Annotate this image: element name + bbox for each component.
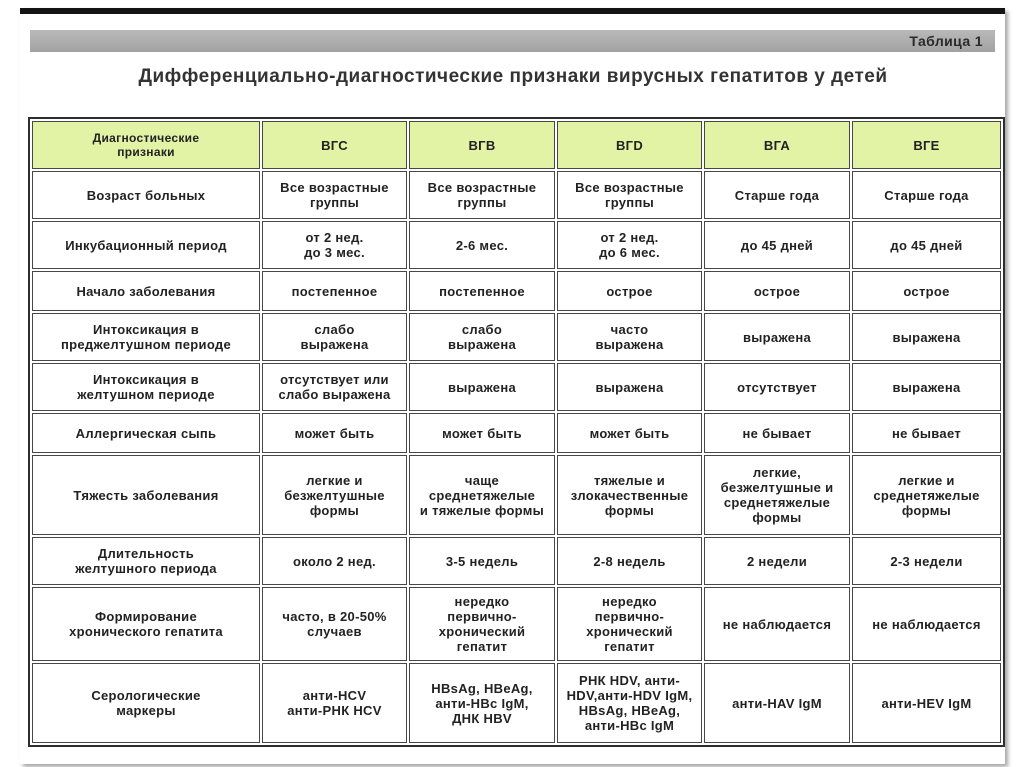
table-cell: Старше года	[704, 171, 850, 219]
document-page	[20, 8, 1005, 764]
table-cell: отсутствует или слабо выражена	[262, 363, 407, 411]
table-row	[32, 413, 1001, 453]
header-cell-criteria: Диагностические признаки	[32, 121, 260, 169]
table-cell: легкие, безжелтушные и среднетяжелые формы	[704, 455, 850, 535]
table-cell: от 2 нед. до 3 мес.	[262, 221, 407, 269]
table-cell: анти-HEV IgM	[852, 663, 1001, 743]
table-cell: от 2 нед. до 6 мес.	[557, 221, 702, 269]
table-cell: может быть	[262, 413, 407, 453]
table-row	[32, 587, 1001, 661]
table-cell: 2-6 мес.	[409, 221, 555, 269]
header-cell-hdv: ВГD	[557, 121, 702, 169]
table-row	[32, 313, 1001, 361]
row-label-cell: Длительность желтушного периода	[32, 537, 260, 585]
table-cell: 3-5 недель	[409, 537, 555, 585]
table-cell: может быть	[557, 413, 702, 453]
table-cell: Все возрастные группы	[557, 171, 702, 219]
table-cell: анти-HAV IgM	[704, 663, 850, 743]
table-cell: около 2 нед.	[262, 537, 407, 585]
row-label-cell: Интоксикация в преджелтушном периоде	[32, 313, 260, 361]
table-cell: чаще среднетяжелые и тяжелые формы	[409, 455, 555, 535]
table-cell: Все возрастные группы	[409, 171, 555, 219]
table-header-row	[32, 121, 1001, 169]
table-cell: до 45 дней	[704, 221, 850, 269]
table-cell: тяжелые и злокачественные формы	[557, 455, 702, 535]
table-cell: Все возрастные группы	[262, 171, 407, 219]
row-label-cell: Инкубационный период	[32, 221, 260, 269]
table-cell: не наблюдается	[852, 587, 1001, 661]
header-cell-hbv: ВГВ	[409, 121, 555, 169]
row-label-cell: Возраст больных	[32, 171, 260, 219]
table-cell: до 45 дней	[852, 221, 1001, 269]
table-cell: выражена	[557, 363, 702, 411]
table-cell: часто, в 20-50% случаев	[262, 587, 407, 661]
table-row	[32, 221, 1001, 269]
table-row	[32, 537, 1001, 585]
table-cell: отсутствует	[704, 363, 850, 411]
page-title: Дифференциально-диагностические признаки вирусных гепатитов у детей	[138, 66, 888, 87]
row-label-cell: Серологические маркеры	[32, 663, 260, 743]
table-cell: выражена	[704, 313, 850, 361]
table-row	[32, 455, 1001, 535]
table-cell: анти-HCV анти-РНК HCV	[262, 663, 407, 743]
table-cell: 2-3 недели	[852, 537, 1001, 585]
table-cell: слабо выражена	[409, 313, 555, 361]
row-label-cell: Тяжесть заболевания	[32, 455, 260, 535]
table-cell: выражена	[852, 313, 1001, 361]
table-cell: РНК HDV, анти- HDV,анти-HDV IgM, HBsAg, HBeAg, анти-HBc IgM	[557, 663, 702, 743]
table-cell: не бывает	[704, 413, 850, 453]
table-cell: слабо выражена	[262, 313, 407, 361]
table-row	[32, 271, 1001, 311]
table-cell: острое	[704, 271, 850, 311]
table-cell: постепенное	[409, 271, 555, 311]
table-cell: нередко первично- хронический гепатит	[557, 587, 702, 661]
table-label-bar	[30, 30, 995, 52]
table-cell: острое	[557, 271, 702, 311]
diagnostic-table	[28, 117, 1005, 747]
row-label-cell: Начало заболевания	[32, 271, 260, 311]
table-cell: выражена	[409, 363, 555, 411]
header-cell-hav: ВГА	[704, 121, 850, 169]
table-cell: не наблюдается	[704, 587, 850, 661]
table-cell: 2 недели	[704, 537, 850, 585]
table-cell: часто выражена	[557, 313, 702, 361]
table-cell: острое	[852, 271, 1001, 311]
table-label: Таблица 1	[909, 33, 983, 49]
row-label-cell: Формирование хронического гепатита	[32, 587, 260, 661]
header-cell-hcv: ВГС	[262, 121, 407, 169]
table-cell: легкие и безжелтушные формы	[262, 455, 407, 535]
table-row	[32, 171, 1001, 219]
row-label-cell: Интоксикация в желтушном периоде	[32, 363, 260, 411]
table-cell: не бывает	[852, 413, 1001, 453]
table-row	[32, 363, 1001, 411]
table-cell: HBsAg, HBeAg, анти-HBc IgM, ДНК HBV	[409, 663, 555, 743]
table-row	[32, 663, 1001, 743]
table-cell: может быть	[409, 413, 555, 453]
header-cell-hev: ВГЕ	[852, 121, 1001, 169]
table-cell: выражена	[852, 363, 1001, 411]
table-cell: легкие и среднетяжелые формы	[852, 455, 1001, 535]
table-cell: постепенное	[262, 271, 407, 311]
table-cell: 2-8 недель	[557, 537, 702, 585]
row-label-cell: Аллергическая сыпь	[32, 413, 260, 453]
table-cell: нередко первично- хронический гепатит	[409, 587, 555, 661]
table-cell: Старше года	[852, 171, 1001, 219]
